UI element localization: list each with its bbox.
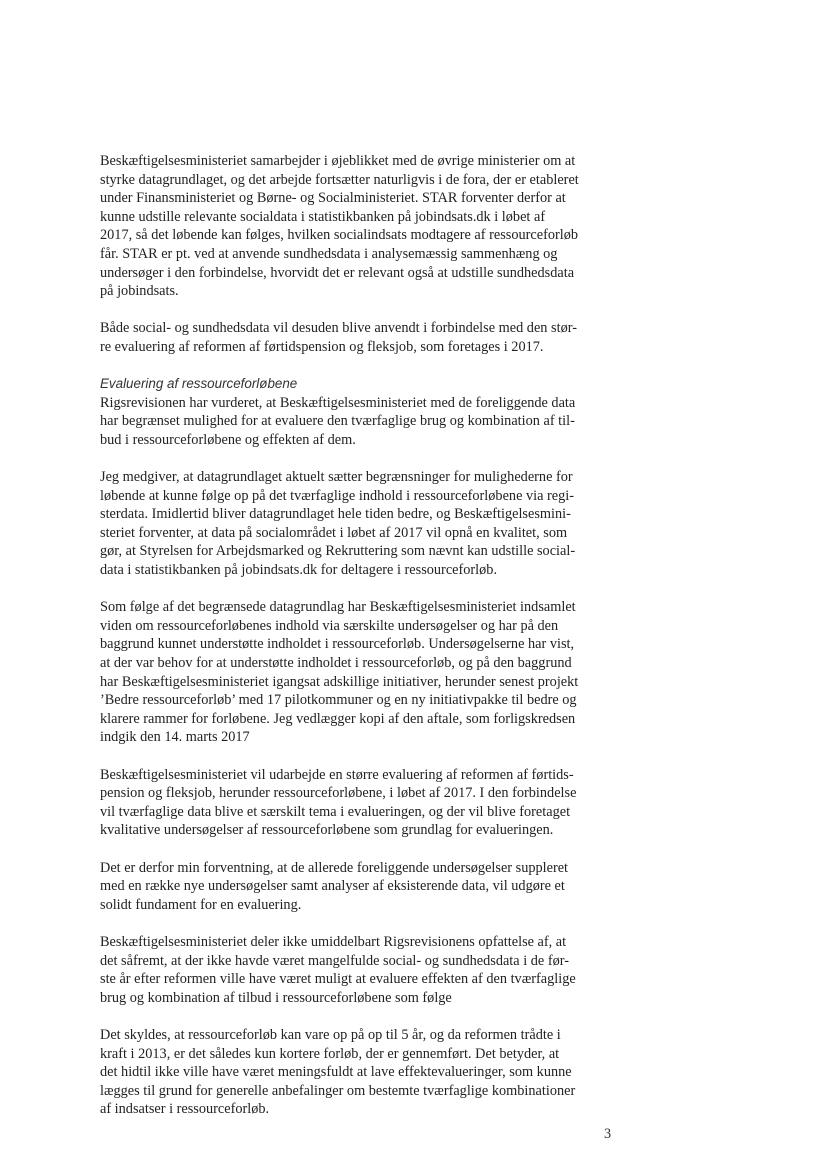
- text-line: baggrund kunnet understøtte indholdet i ressourceforløb. Undersøgelserne har vist,: [100, 636, 575, 653]
- text-line: re evaluering af reformen af førtidspension og fleksjob, som foretages i 2017.: [100, 338, 544, 355]
- text-line: lægges til grund for generelle anbefalinger om bestemte tværfaglige kombinationer: [100, 1082, 576, 1099]
- paragraph: [100, 859, 620, 915]
- text-line: Beskæftigelsesministeriet vil udarbejde en større evaluering af reformen af førtids-: [100, 766, 574, 783]
- text-line: det såfremt, at der ikke havde været mangelfulde social- og sundhedsdata i de før-: [100, 952, 569, 969]
- text-line: af indsatser i ressourceforløb.: [100, 1101, 270, 1118]
- text-line: Beskæftigelsesministeriet samarbejder i øjeblikket med de øvrige ministerier om at: [100, 153, 576, 169]
- text-line: klarere rammer for forløbene. Jeg vedlægger kopi af den aftale, som forligskredsen: [100, 710, 576, 727]
- text-line: Som følge af det begrænsede datagrundlag har Beskæftigelsesministeriet indsamlet: [100, 599, 576, 616]
- text-line: brug og kombination af tilbud i ressourceforløbene som følge: [100, 989, 452, 1006]
- text-line: sterdata. Imidlertid bliver datagrundlaget hele tiden bedre, og Beskæftigelsesmini-: [100, 506, 571, 523]
- paragraph: [100, 598, 620, 747]
- text-line: har Beskæftigelsesministeriet igangsat adskillige initiativer, herunder senest projekt: [100, 673, 579, 690]
- text-line: kraft i 2013, er det således kun kortere forløb, der er gennemført. Det betyder, at: [100, 1045, 560, 1062]
- text-line: Beskæftigelsesministeriet deler ikke umiddelbart Rigsrevisionens opfattelse af, at: [100, 933, 567, 950]
- text-line: Det skyldes, at ressourceforløb kan vare op på op til 5 år, og da reformen trådte i: [100, 1026, 561, 1043]
- section-heading: Evaluering af ressourceforløbene: [100, 376, 298, 392]
- text-line: at der var behov for at understøtte indholdet i ressourceforløb, og på den baggrund: [100, 655, 572, 672]
- text-line: Jeg medgiver, at datagrundlaget aktuelt sætter begrænsninger for mulighederne for: [100, 469, 573, 486]
- text-line: steriet forventer, at data på socialområdet i løbet af 2017 vil opnå en kvalitet, som: [100, 524, 568, 541]
- text-line: styrke datagrundlaget, og det arbejde fortsætter naturligvis i de fora, der er etableret: [100, 171, 579, 188]
- text-line: bud i ressourceforløbene og effekten af dem.: [100, 431, 356, 448]
- text-line: indgik den 14. marts 2017: [100, 729, 250, 746]
- text-line: får. STAR er pt. ved at anvende sundhedsdata i analysemæssig sammenhæng og: [100, 245, 558, 262]
- paragraph: [100, 1026, 620, 1119]
- text-line: ’Bedre ressourceforløb’ med 17 pilotkommuner og en ny initiativpakke til bedre og: [100, 692, 577, 709]
- text-line: under Finansministeriet og Børne- og Socialministeriet. STAR forventer derfor at: [100, 190, 566, 207]
- text-line: gør, at Styrelsen for Arbejdsmarked og Rekruttering som nævnt kan udstille social-: [100, 543, 576, 560]
- paragraph: [100, 468, 620, 580]
- text-line: Både social- og sundhedsdata vil desuden blive anvendt i forbindelse med den stør-: [100, 320, 577, 337]
- text-line: kvalitative undersøgelser af ressourceforløbene som grundlag for evalueringen.: [100, 822, 554, 839]
- text-line: ste år efter reformen ville have været muligt at evaluere effekten af den tværfaglige: [100, 971, 576, 988]
- text-line: det hidtil ikke ville have været meningsfuldt at lave effektevalueringer, som kunne: [100, 1064, 572, 1081]
- text-line: Det er derfor min forventning, at de allerede foreliggende undersøgelser suppleret: [100, 859, 569, 876]
- text-line: har begrænset mulighed for at evaluere den tværfaglige brug og kombination af til-: [100, 413, 575, 430]
- text-line: solidt fundament for en evaluering.: [100, 896, 302, 913]
- text-line: 2017, så det løbende kan følges, hvilken socialindsats modtagere af ressourceforløb: [100, 227, 579, 244]
- text-line: viden om ressourceforløbenes indhold via særskilte undersøgelser og har på den: [100, 617, 559, 634]
- paragraph: [100, 319, 620, 356]
- paragraph: [100, 375, 620, 449]
- text-line: vil tværfaglige data blive et særskilt tema i evalueringen, og der vil blive foretaget: [100, 803, 571, 820]
- text-line: på jobindsats.: [100, 283, 179, 300]
- page-number: 3: [604, 1126, 612, 1142]
- text-line: med en række nye undersøgelser samt analyser af eksisterende data, vil udgøre et: [100, 878, 565, 895]
- text-line: Rigsrevisionen har vurderet, at Beskæftigelsesministeriet med de foreliggende data: [100, 394, 576, 411]
- text-line: data i statistikbanken på jobindsats.dk for deltagere i ressourceforløb.: [100, 562, 498, 579]
- paragraph: [100, 933, 620, 1007]
- text-line: kunne udstille relevante socialdata i statistikbanken på jobindsats.dk i løbet af: [100, 208, 546, 225]
- paragraph: [100, 766, 620, 840]
- text-line: pension og fleksjob, herunder ressourceforløbene, i løbet af 2017. I den forbindelse: [100, 785, 577, 802]
- text-line: løbende at kunne følge op på det tværfaglige indhold i ressourceforløbene via regi-: [100, 487, 575, 504]
- document-body: [100, 152, 620, 1137]
- text-line: undersøger i den forbindelse, hvorvidt det er relevant også at udstille sundhedsdata: [100, 264, 575, 281]
- paragraph: [100, 152, 620, 301]
